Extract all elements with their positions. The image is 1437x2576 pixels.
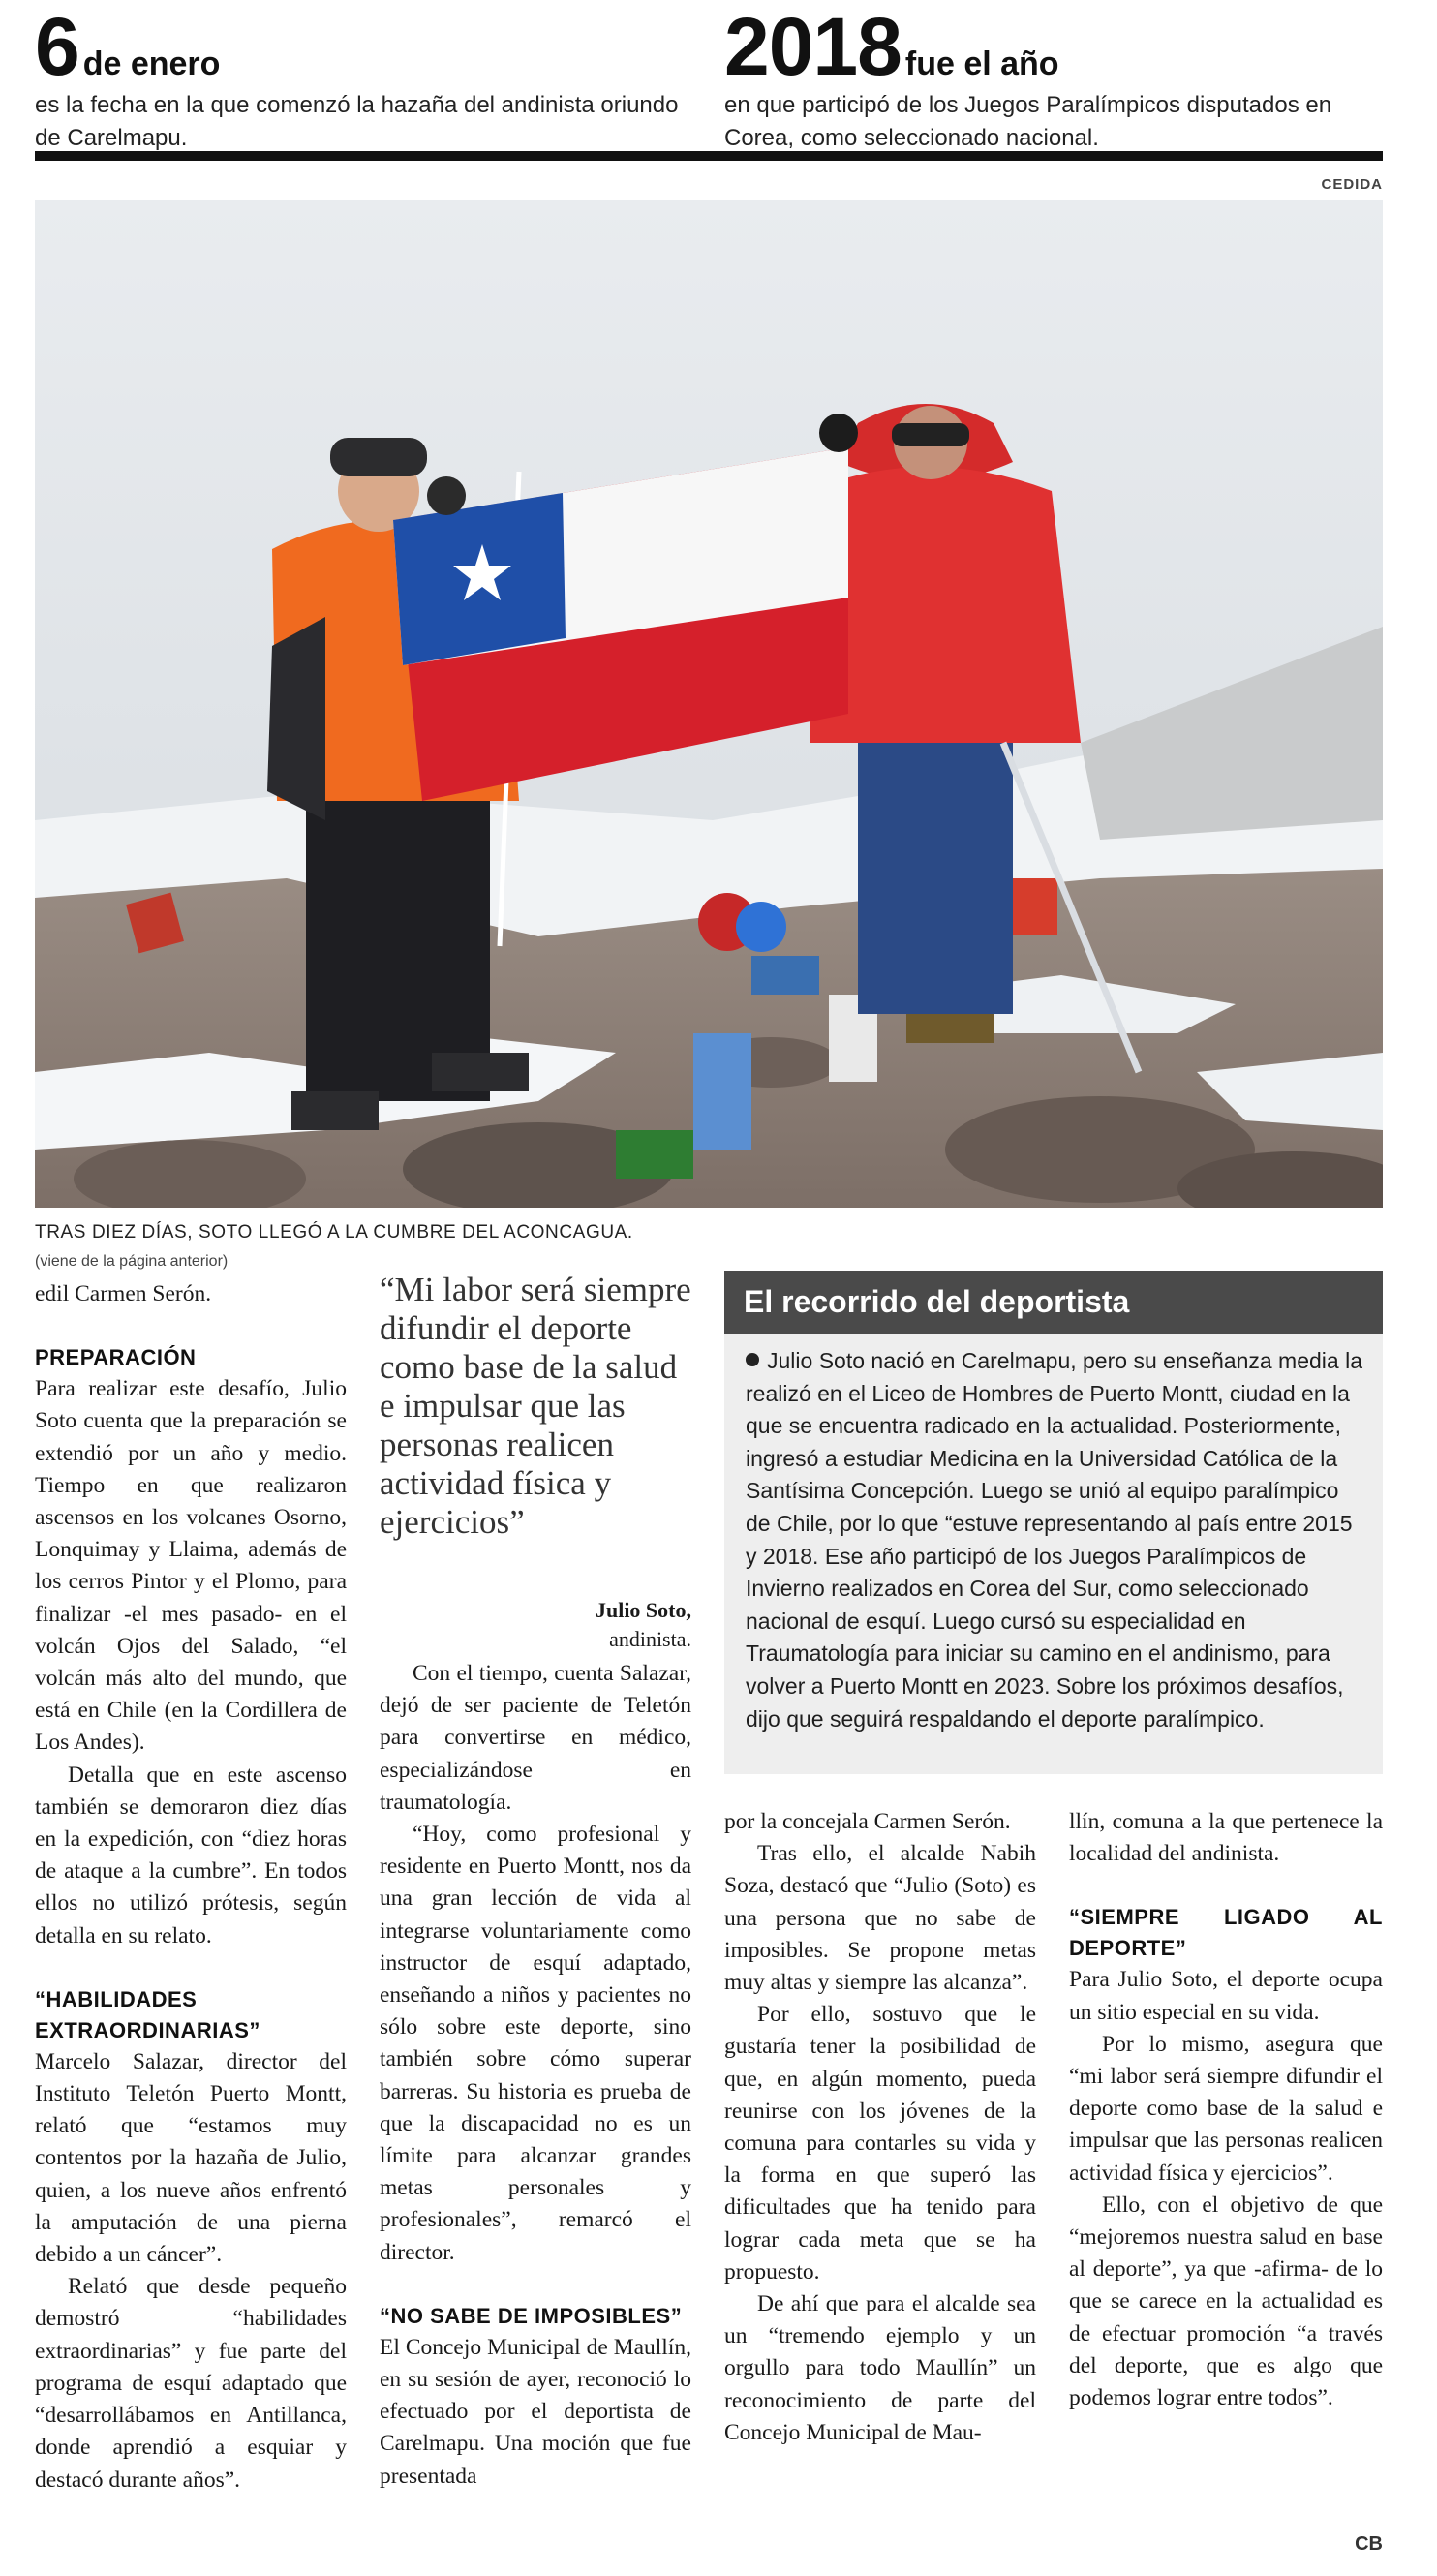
section-heading: PREPARACIÓN (35, 1345, 197, 1370)
paragraph: De ahí que para el alcalde sea un “tremendo ejemplo y un orgullo para todo Maullín” un reconocimiento de parte del Concejo Municipal de Mau- (724, 2291, 1036, 2445)
continued-note: (viene de la página anterior) (35, 1253, 229, 1270)
paragraph: edil Carmen Serón. (35, 1281, 212, 1306)
summit-photo (35, 200, 1383, 1208)
section-divider (35, 151, 1383, 161)
paragraph: Marcelo Salazar, director del Instituto Teletón Puerto Montt, relató que “estamos muy contentos por la hazaña de Julio, quien, a los nueve años enfrentó la amputación de una pierna debido a un cáncer”. (35, 2048, 347, 2268)
paragraph: Por lo mismo, asegura que “mi labor será siempre difundir el deporte como base de la salud e impulsar que las personas realicen actividad física y ejercicios”. (1069, 2031, 1383, 2186)
paragraph: Con el tiempo, cuenta Salazar, dejó de ser paciente de Teletón para convertirse en médico, especializándose en traumatología. (380, 1661, 691, 1815)
bullet-icon (746, 1353, 759, 1366)
stat-unit: de enero (82, 46, 221, 82)
paragraph: por la concejala Carmen Serón. (724, 1809, 1011, 1834)
paragraph: Relató que desde pequeño demostró “habilidades extraordinarias” y fue parte del programa de esquí adaptado que “desarrollábamos en Antillanca, donde aprendió a esquiar y destacó durante años”. (35, 2274, 347, 2493)
pull-quote (380, 1271, 691, 1654)
article-column-4 (1069, 1806, 1383, 2414)
end-mark: CB (1355, 2533, 1383, 2555)
section-heading: “SIEMPRE LIGADO AL DEPORTE” (1069, 1905, 1383, 1961)
stat-number: 2018 (724, 1, 902, 92)
paragraph: Para realizar este desafío, Julio Soto cuenta que la preparación se extendió por un año y medio. Tiempo en que realizaron ascensos en los volcanes Osorno, Lonquimay y Llaima, además de los cerros Pintor y el Plomo, para finalizar -el mes pasado- en el volcán Ojos del Salado, “el volcán más alto del mundo, que está en Chile (en la Cordillera de Los Andes). (35, 1376, 347, 1756)
pull-quote-text: “Mi labor será siempre difundir el deporte como base de la salud e impulsar que las personas realicen actividad física y ejercicios” (380, 1271, 691, 1541)
info-box-text: Julio Soto nació en Carelmapu, pero su enseñanza media la realizó en el Liceo de Hombres de Puerto Montt, ciudad en la que se encuentra radicado en la actualidad. Posteriormente, ingresó a estudiar Medicina en la Universidad Católica de la Santísima Concepción. Luego se unió al equipo paralímpico de Chile, por lo que “estuve representando al país entre 2015 y 2018. Ese año participó de los Juegos Paralímpicos de Invierno realizados en Corea del Sur, como seleccionado nacional de esquí. Luego cursó su especialidad en Traumatología para iniciar su camino en el andinismo, para volver a Puerto Montt en 2023. Sobre los próximos desafíos, dijo que seguirá respaldando el deporte paralímpico. (746, 1348, 1362, 1732)
photo-credit: CEDIDA (1321, 176, 1383, 193)
paragraph: Detalla que en este ascenso también se demoraron diez días en la expedición, con “diez horas de ataque a la cumbre”. En todos ellos no utilizó prótesis, según detalla en su relato. (35, 1762, 347, 1948)
stat-block-date (35, 1, 713, 155)
stat-unit: fue el año (904, 46, 1059, 82)
stat-block-year (724, 1, 1392, 155)
article-column-3 (724, 1806, 1036, 2449)
paragraph: llín, comuna a la que pertenece la localidad del andinista. (1069, 1809, 1383, 1867)
paragraph: Tras ello, el alcalde Nabih Soza, destacó que “Julio (Soto) es una persona que no sabe de imposibles. Se propone metas muy altas y siempre las alcanza”. (724, 1841, 1036, 1996)
section-heading: “HABILIDADES EXTRAORDINARIAS” (35, 1986, 260, 2042)
paragraph: “Hoy, como profesional y residente en Puerto Montt, nos da una gran lección de vida al integrarse voluntariamente como instructor de esquí adaptado, enseñando a niños y pacientes no sólo sobre este deporte, sino también sobre cómo superar barreras. Su historia es prueba de que la discapacidad no es un límite para alcanzar grandes metas personales y profesionales”, remarcó el director. (380, 1822, 691, 2265)
athlete-info-box (724, 1271, 1383, 1774)
quote-author-role: andinista. (609, 1627, 691, 1651)
stat-description: en que participó de los Juegos Paralímpicos disputados en Corea, como seleccionado nacional. (724, 92, 1332, 151)
article-column-1 (35, 1278, 347, 2497)
info-box-title: El recorrido del deportista (724, 1271, 1383, 1334)
summit-photo-illustration (35, 200, 1383, 1208)
paragraph: Para Julio Soto, el deporte ocupa un sitio especial en su vida. (1069, 1967, 1383, 2025)
stat-description: es la fecha en la que comenzó la hazaña del andinista oriundo de Carelmapu. (35, 92, 679, 151)
article-column-2 (380, 1658, 691, 2493)
quote-author: Julio Soto, (595, 1598, 691, 1622)
paragraph: Por ello, sostuvo que le gustaría tener la posibilidad de que, en algún momento, pueda reunirse con los jóvenes de la comuna para contarles su vida y la forma en que superó las dificultades que ha tenido para lograr cada meta que se ha propuesto. (724, 2002, 1036, 2285)
photo-caption: TRAS DIEZ DÍAS, SOTO LLEGÓ A LA CUMBRE DEL ACONCAGUA. (35, 1222, 633, 1242)
stat-number: 6 (35, 1, 79, 92)
paragraph: Ello, con el objetivo de que “mejoremos nuestra salud en base al deporte”, ya que -afirma- de lo que se carece en la actualidad es de efectuar promoción “a través del deporte, que es algo que podemos lograr entre todos”. (1069, 2192, 1383, 2411)
paragraph: El Concejo Municipal de Maullín, en su sesión de ayer, reconoció lo efectuado por el deportista de Carelmapu. Una moción que fue presentada (380, 2334, 691, 2489)
section-heading: “NO SABE DE IMPOSIBLES” (380, 2303, 683, 2328)
